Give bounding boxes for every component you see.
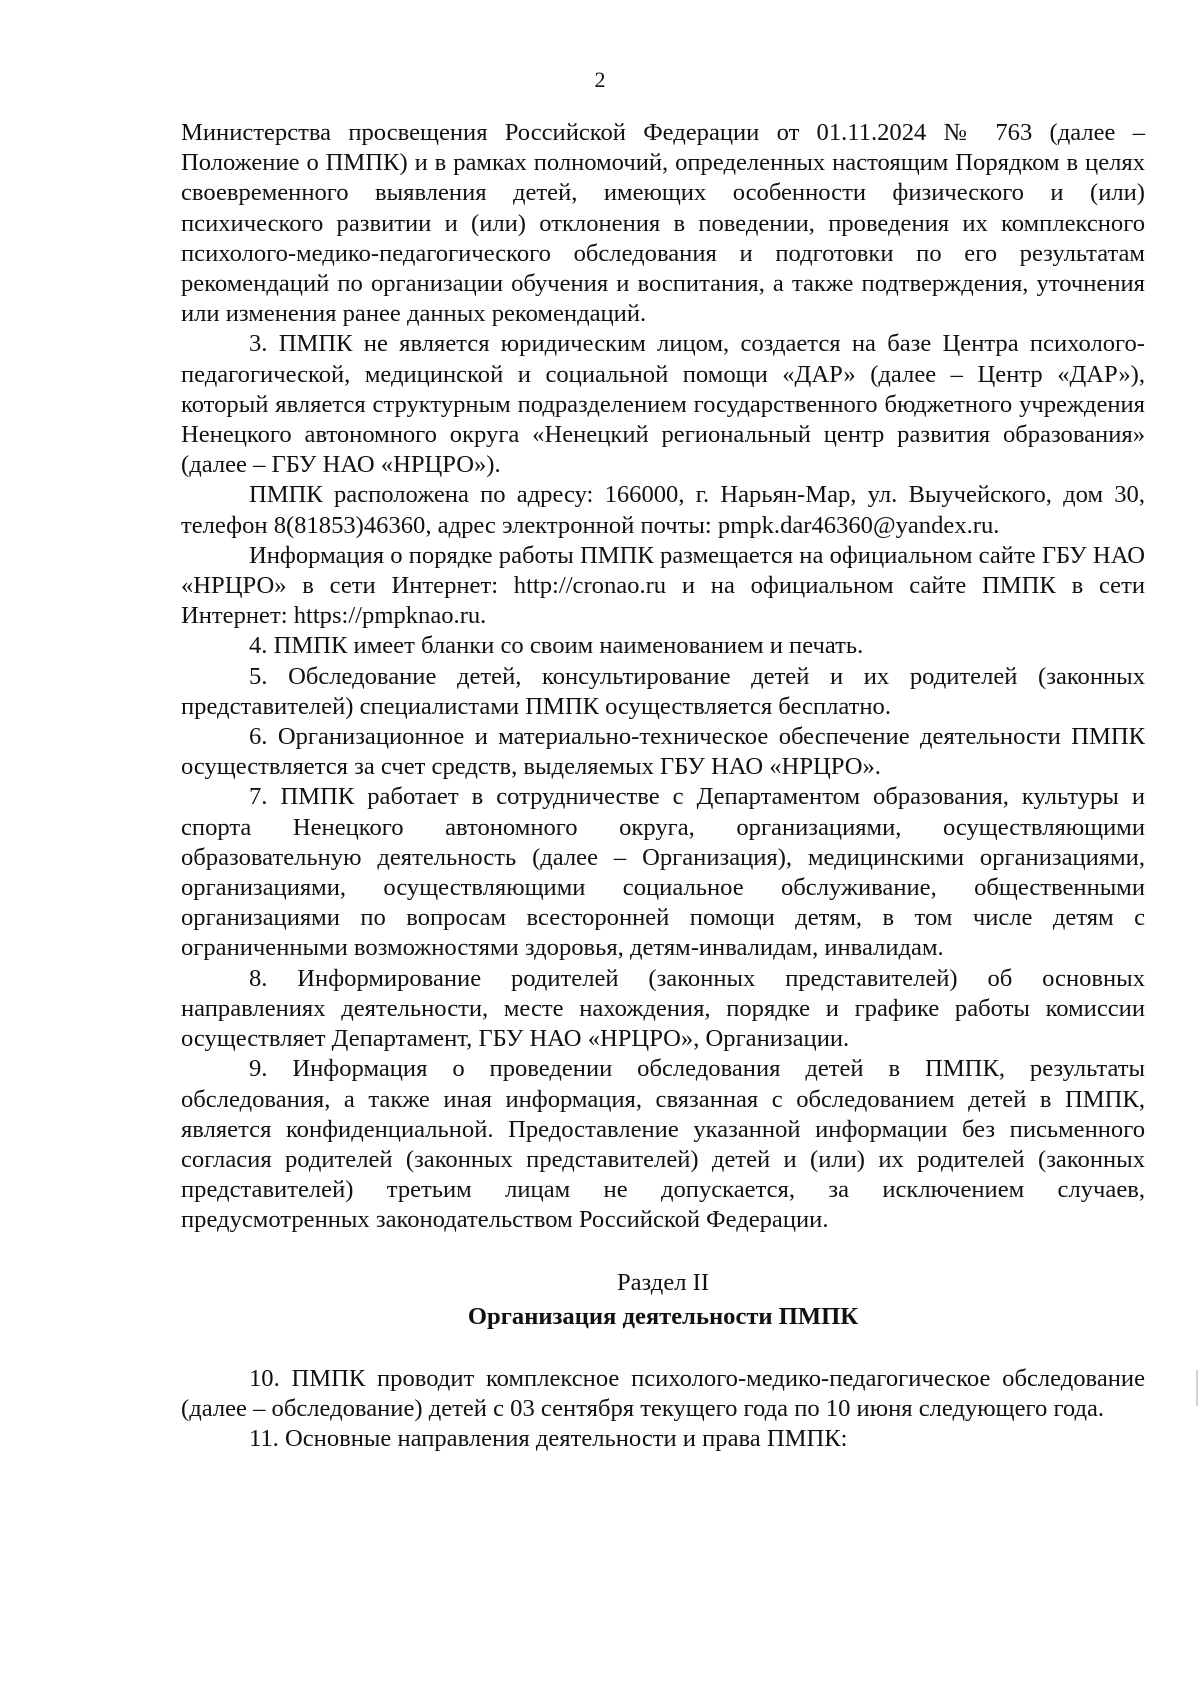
paragraph-item-3: 3. ПМПК не является юридическим лицом, создается на базе Центра психолого-педагогической, медицинской и социальной помощи «ДАР» (далее – Центр «ДАР»), который является структурным подразделением государственного бюджетного учреждения Ненецкого автономного округа «Ненецкий региональный центр развития образования» (далее – ГБУ НАО «НРЦРО»). [181,330,1145,479]
section-label: Раздел II [616,1268,710,1296]
scan-edge-mark [1196,1370,1198,1406]
section-title: Организация деятельности ПМПК [467,1302,859,1330]
paragraph-item-9: 9. Информация о проведении обследования детей в ПМПК, результаты обследования, а также иная информация, связанная с обследованием детей в ПМПК, является конфиденциальной. Предоставление указанной информации без письменного согласия родителей (законных представителей) детей и (или) их родителей (законных представителей) третьим лицам не допускается, за исключением случаев, предусмотренных законодательством Российской Федерации. [181,1055,1145,1234]
paragraph-item-7: 7. ПМПК работает в сотрудничестве с Департаментом образования, культуры и спорта Ненецкого автономного округа, организациями, осуществляющими образовательную деятельность (далее – Организация), медицинскими организациями, организациями, осуществляющими социальное обслуживание, общественными организациями по вопросам всесторонней помощи детям, в том числе детям с ограниченными возможностями здоровья, детям-инвалидам, инвалидам. [181,783,1145,962]
paragraph-website-info: Информация о порядке работы ПМПК размещается на официальном сайте ГБУ НАО «НРЦРО» в сети Интернет: http://cronao.ru и на официальном сайте ПМПК в сети Интернет: https://pmpknao.ru. [181,541,1145,630]
paragraphs-before-section [181,118,1145,1236]
paragraph-continuation: Министерства просвещения Российской Федерации от 01.11.2024 № 763 (далее – Положение о ПМПК) и в рамках полномочий, определенных настоящим Порядком в целях своевременного выявления детей, имеющих особенности физического и (или) психического развитии и (или) отклонения в поведении, проведения их комплексного психолого-медико-педагогического обследования и подготовки по его результатам рекомендаций по организации обучения и воспитания, а также подтверждения, уточнения или изменения ранее данных рекомендаций. [181,119,1145,328]
document-body [181,118,1145,1454]
paragraph-item-8: 8. Информирование родителей (законных представителей) об основных направлениях деятельности, месте нахождения, порядке и графике работы комиссии осуществляет Департамент, ГБУ НАО «НРЦРО», Организации. [181,964,1145,1053]
paragraph-address: ПМПК расположена по адресу: 166000, г. Нарьян-Мар, ул. Выучейского, дом 30, телефон 8(81853)46360, адрес электронной почты: pmpk.dar46360@yandex.ru. [181,481,1145,539]
paragraph-item-4: 4. ПМПК имеет бланки со своим наименованием и печать. [249,632,864,660]
page-number: 2 [594,67,606,92]
paragraph-item-6: 6. Организационное и материально-техническое обеспечение деятельности ПМПК осуществляется за счет средств, выделяемых ГБУ НАО «НРЦРО». [181,723,1145,781]
paragraph-item-10: 10. ПМПК проводит комплексное психолого-медико-педагогическое обследование (далее – обследование) детей с 03 сентября текущего года по 10 июня следующего года. [181,1364,1145,1422]
paragraphs-after-section [181,1364,1145,1455]
section-heading [181,1266,1145,1334]
paragraph-item-5: 5. Обследование детей, консультирование детей и их родителей (законных представителей) специалистами ПМПК осуществляется бесплатно. [181,662,1145,720]
paragraph-item-11: 11. Основные направления деятельности и права ПМПК: [249,1424,848,1452]
